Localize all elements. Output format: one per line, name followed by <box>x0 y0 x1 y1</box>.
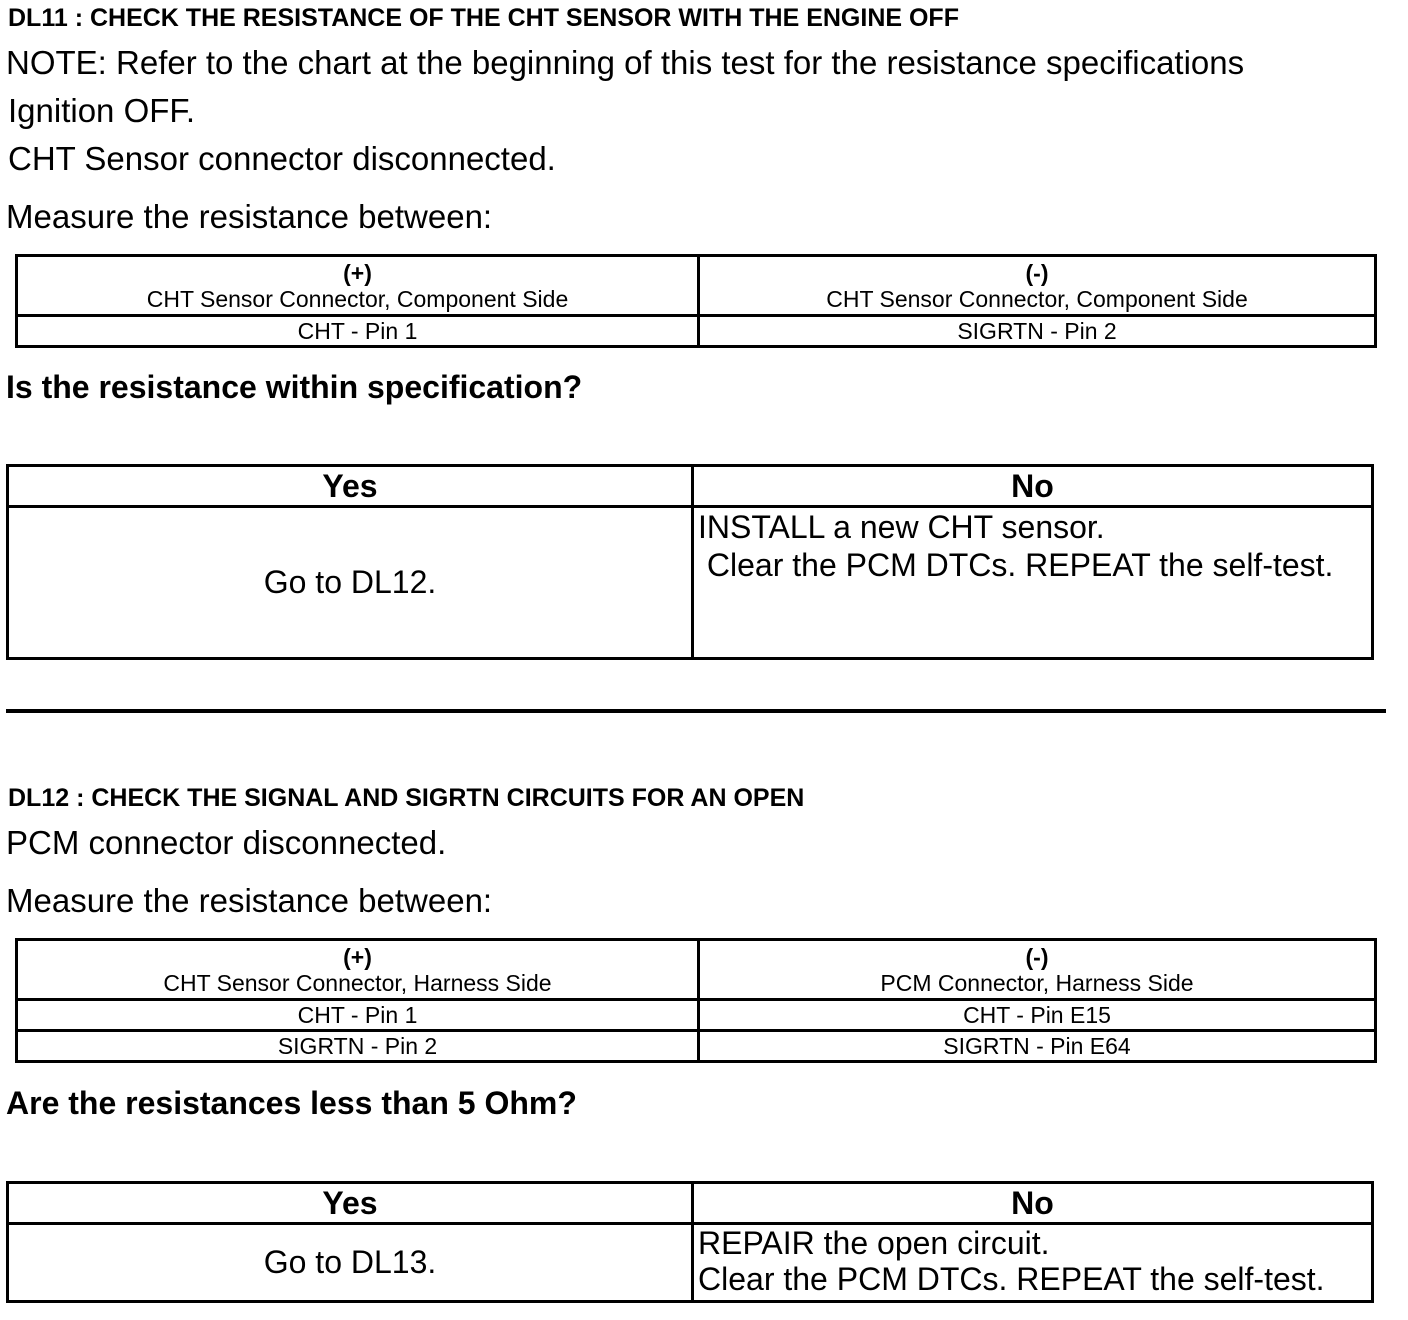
dl12-measure-table <box>15 938 1377 1063</box>
dl11-measure-label: Measure the resistance between: <box>6 198 493 235</box>
dl12-measure-label: Measure the resistance between: <box>6 882 493 919</box>
dl11-no-header: No <box>693 466 1373 507</box>
dl11-pos-header: CHT Sensor Connector, Component Side <box>146 285 569 312</box>
dl11-no-line-1: INSTALL a new CHT sensor. <box>698 509 1105 545</box>
dl12-pos-sign: (+) <box>343 943 372 970</box>
dl11-result-table <box>6 464 1374 660</box>
dl12-neg-header-cell <box>699 940 1376 1000</box>
dl11-title: DL11 : CHECK THE RESISTANCE OF THE CHT SENSOR WITH THE ENGINE OFF <box>8 4 959 32</box>
dl12-row-2-pos: SIGRTN - Pin 2 <box>17 1031 699 1062</box>
dl12-no-action <box>693 1224 1373 1302</box>
dl12-question: Are the resistances less than 5 Ohm? <box>6 1085 577 1121</box>
dl12-yes-header: Yes <box>8 1183 693 1224</box>
dl11-neg-header-cell <box>699 256 1376 316</box>
dl11-pos-pin: CHT - Pin 1 <box>17 316 699 347</box>
dl11-question: Is the resistance within specification? <box>6 369 583 405</box>
dl12-row-1-pos: CHT - Pin 1 <box>17 1000 699 1031</box>
dl12-pos-header: CHT Sensor Connector, Harness Side <box>163 969 552 996</box>
dl12-neg-header: PCM Connector, Harness Side <box>880 969 1194 996</box>
dl11-step-connector: CHT Sensor connector disconnected. <box>8 140 556 177</box>
dl11-no-action <box>693 507 1373 659</box>
dl12-title: DL12 : CHECK THE SIGNAL AND SIGRTN CIRCUITS FOR AN OPEN <box>8 784 805 812</box>
dl12-result-table <box>6 1181 1374 1303</box>
dl12-no-header: No <box>693 1183 1373 1224</box>
dl11-no-line-2: Clear the PCM DTCs. REPEAT the self-test. <box>698 547 1334 583</box>
dl12-pos-header-cell <box>17 940 699 1000</box>
dl11-pos-header-cell <box>17 256 699 316</box>
dl11-note: NOTE: Refer to the chart at the beginning of this test for the resistance specifications <box>6 44 1245 81</box>
dl11-neg-sign: (-) <box>1025 259 1049 286</box>
section-divider <box>6 709 1386 713</box>
dl11-yes-action: Go to DL12. <box>8 507 693 659</box>
dl11-measure-table <box>15 254 1377 348</box>
dl11-neg-pin: SIGRTN - Pin 2 <box>699 316 1376 347</box>
dl12-no-line-2: Clear the PCM DTCs. REPEAT the self-test. <box>698 1261 1325 1297</box>
dl11-neg-header: CHT Sensor Connector, Component Side <box>826 285 1248 312</box>
dl12-no-line-1: REPAIR the open circuit. <box>698 1225 1050 1261</box>
dl11-pos-sign: (+) <box>343 259 372 286</box>
dl12-row-1-neg: CHT - Pin E15 <box>699 1000 1376 1031</box>
dl12-neg-sign: (-) <box>1025 943 1049 970</box>
dl12-row-2-neg: SIGRTN - Pin E64 <box>699 1031 1376 1062</box>
dl12-step-connector: PCM connector disconnected. <box>6 824 447 861</box>
dl12-yes-action: Go to DL13. <box>8 1224 693 1302</box>
dl11-step-ignition: Ignition OFF. <box>8 92 196 129</box>
dl11-yes-header: Yes <box>8 466 693 507</box>
